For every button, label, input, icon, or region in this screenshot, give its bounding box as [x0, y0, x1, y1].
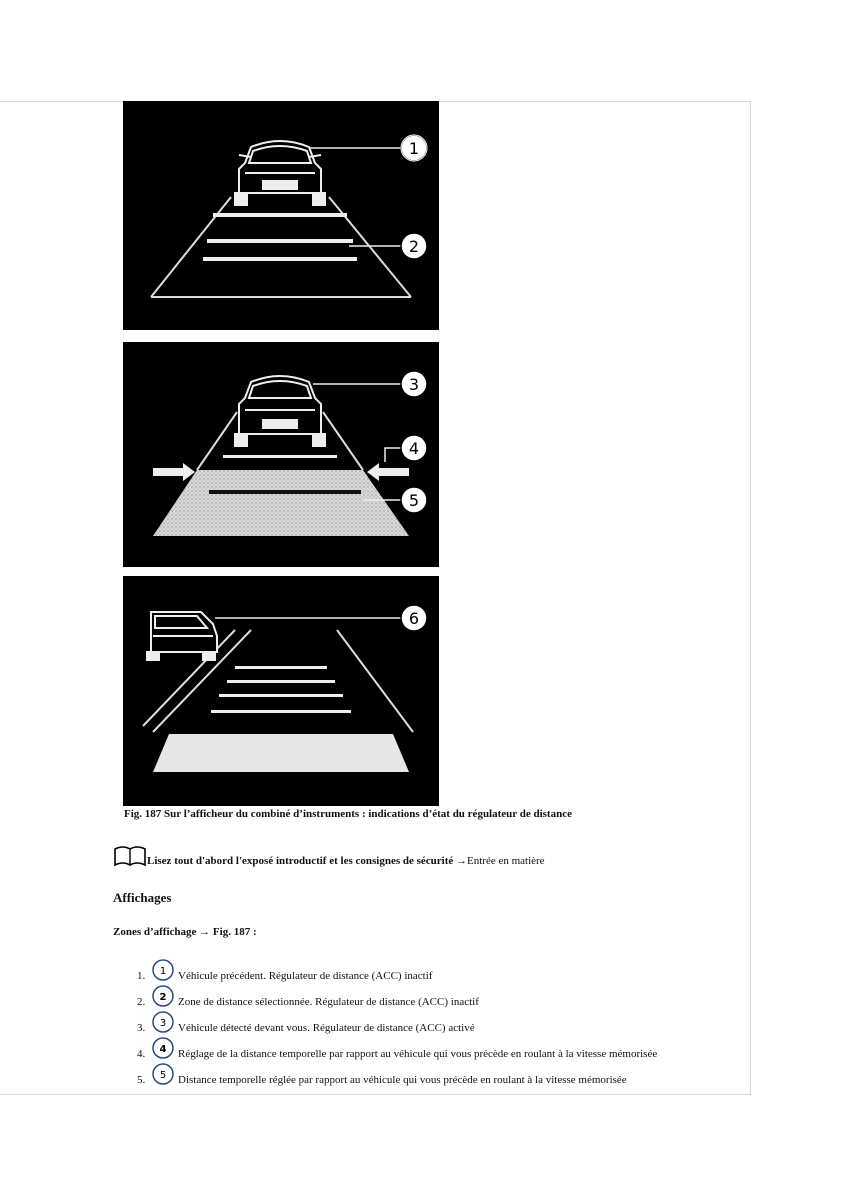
list-item-number: 1.	[137, 970, 146, 982]
callout-6-label: 6	[408, 609, 420, 628]
svg-text:2: 2	[159, 992, 167, 1003]
callout-6	[215, 605, 427, 631]
callout-1-label: 1	[408, 139, 420, 158]
list-item	[0, 1062, 751, 1088]
callout-4-label: 4	[408, 439, 420, 458]
panel-acc-active	[123, 342, 439, 567]
book-icon	[113, 845, 147, 867]
panel-3-illustration	[123, 576, 439, 806]
distance-zone	[153, 470, 409, 536]
list-item-number: 5.	[137, 1074, 146, 1086]
callout-badge-icon	[151, 1062, 177, 1088]
road-end-zone	[153, 734, 409, 772]
figure-caption: Fig. 187 Sur l’afficheur du combiné d’instruments : indications d’état du régulateur de distance	[124, 808, 572, 820]
list-item-text: Zone de distance sélectionnée. Régulateur de distance (ACC) inactif	[178, 996, 479, 1008]
panel-1-illustration	[123, 101, 439, 330]
callout-2-label: 2	[408, 237, 420, 256]
notice-link[interactable]: →Entrée en matière	[456, 855, 545, 867]
car-side-icon	[147, 612, 217, 660]
figure-187	[123, 101, 439, 806]
notice-text: Lisez tout d'abord l'exposé introductif et les consignes de sécurité	[147, 855, 454, 867]
callout-badge-icon	[151, 958, 177, 984]
callout-badge-icon	[151, 1010, 177, 1036]
panel-2-illustration	[123, 342, 439, 567]
callout-5-label: 5	[408, 491, 420, 510]
safety-notice	[113, 845, 545, 867]
zones-title: Zones d’affichage → Fig. 187 :	[113, 926, 257, 938]
list-item	[0, 1036, 751, 1062]
car-rear-icon	[235, 141, 325, 205]
callout-3-label: 3	[408, 375, 420, 394]
svg-text:1: 1	[159, 966, 167, 977]
road-lines	[151, 197, 411, 297]
list-item-text: Distance temporelle réglée par rapport au véhicule qui vous précède en roulant à la vitesse mémorisée	[178, 1074, 627, 1086]
car-rear-icon	[235, 376, 325, 446]
svg-text:4: 4	[159, 1044, 167, 1055]
list-item	[0, 1010, 751, 1036]
distance-bars	[203, 213, 357, 261]
svg-text:5: 5	[159, 1070, 167, 1081]
list-item-number: 2.	[137, 996, 146, 1008]
distance-zone-bar	[209, 490, 361, 494]
callout-badge-icon	[151, 984, 177, 1010]
callout-4	[385, 435, 427, 462]
panel-vehicle-detected	[123, 576, 439, 806]
section-title: Affichages	[113, 890, 172, 905]
callout-badge-icon	[151, 1036, 177, 1062]
list-item-text: Réglage de la distance temporelle par rapport au véhicule qui vous précède en roulant à la vitesse mémorisée	[178, 1048, 658, 1060]
list-item-text: Véhicule précédent. Régulateur de distance (ACC) inactif	[178, 970, 433, 982]
list-item	[0, 984, 751, 1010]
list-item	[0, 958, 751, 984]
list-item-number: 3.	[137, 1022, 146, 1034]
list-item-text: Véhicule détecté devant vous. Régulateur de distance (ACC) activé	[178, 1022, 475, 1034]
panel-acc-inactive	[123, 101, 439, 330]
distance-bars	[211, 666, 351, 713]
list-item-number: 4.	[137, 1048, 146, 1060]
svg-text:3: 3	[159, 1018, 167, 1029]
distance-bars	[223, 455, 337, 458]
